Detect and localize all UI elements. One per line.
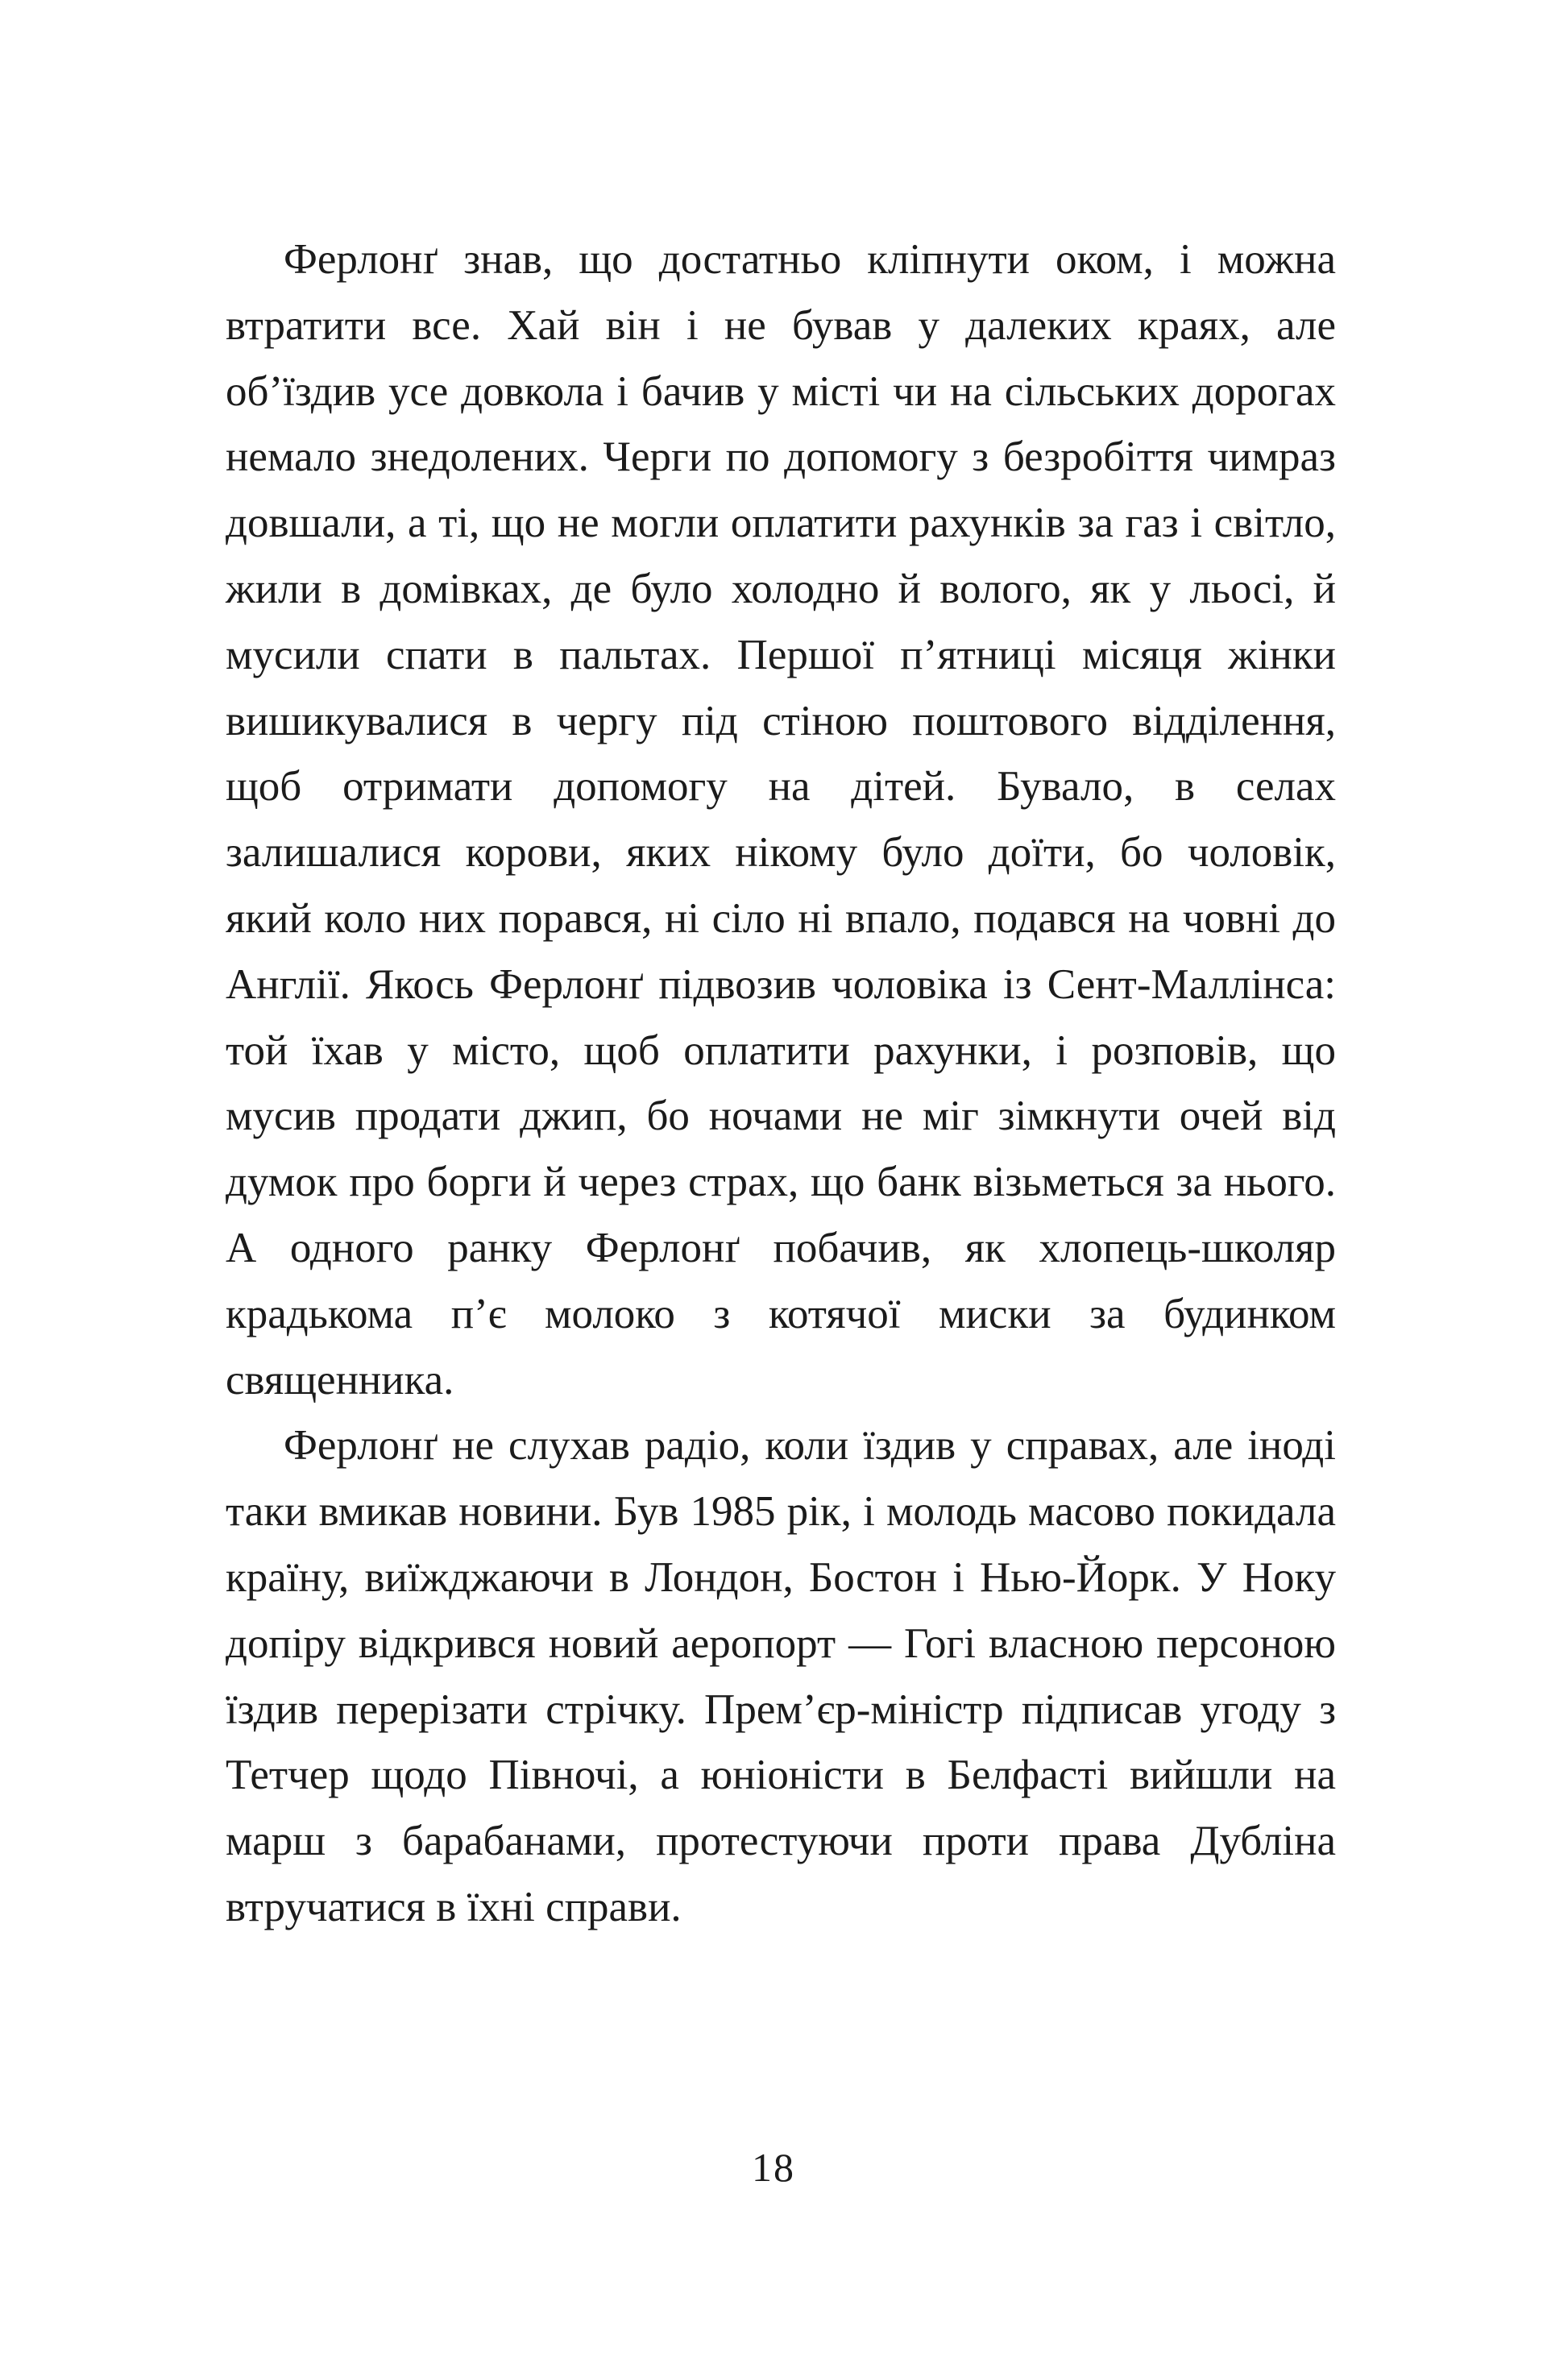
page-number: 18 [752,2145,795,2190]
body-text [226,227,1336,1941]
paragraph: Ферлонґ не слухав радіо, коли їздив у справах, але іноді таки вмикав новини. Був 1985 рік, і молодь масово покидала країну, виїжджаючи в Лондон, Бостон і Нью-Йорк. У Ноку допіру відкрився новий аеропорт — Гогі власною персоною їздив перерізати стрічку. Прем’єр-міністр підписав угоду з Тетчер щодо Півночі, а юніоністи в Белфасті вийшли на марш з барабанами, протестуючи проти права Дубліна втручатися в їхні справи. [226,1422,1336,1930]
paragraph: Ферлонґ знав, що достатньо кліпнути оком, і можна втратити все. Хай він і не бував у далеких краях, але об’їздив усе довкола і бачив у місті чи на сільських дорогах немало знедолених. Черги по допомогу з безробіття чимраз довшали, а ті, що не могли оплатити рахунків за газ і світло, жили в домівках, де було холодно й волого, як у льосі, й мусили спати в пальтах. Першої п’ятниці місяця жінки вишикувалися в чергу під стіною поштового відділення, щоб отримати допомогу на дітей. Бувало, в селах залишалися корови, яких нікому було доїти, бо чоловік, який коло них порався, ні сіло ні впало, подався на човні до Англії. Якось Ферлонґ підвозив чоловіка із Сент-Маллінса: той їхав у місто, щоб оплатити рахунки, і розповів, що мусив продати джип, бо ночами не міг зімкнути очей від думок про борги й через страх, що банк візьметься за нього. А одного ранку Ферлонґ побачив, як хлопець-школяр крадькома п’є молоко з котячої миски за будинком священника. [226,236,1336,1404]
